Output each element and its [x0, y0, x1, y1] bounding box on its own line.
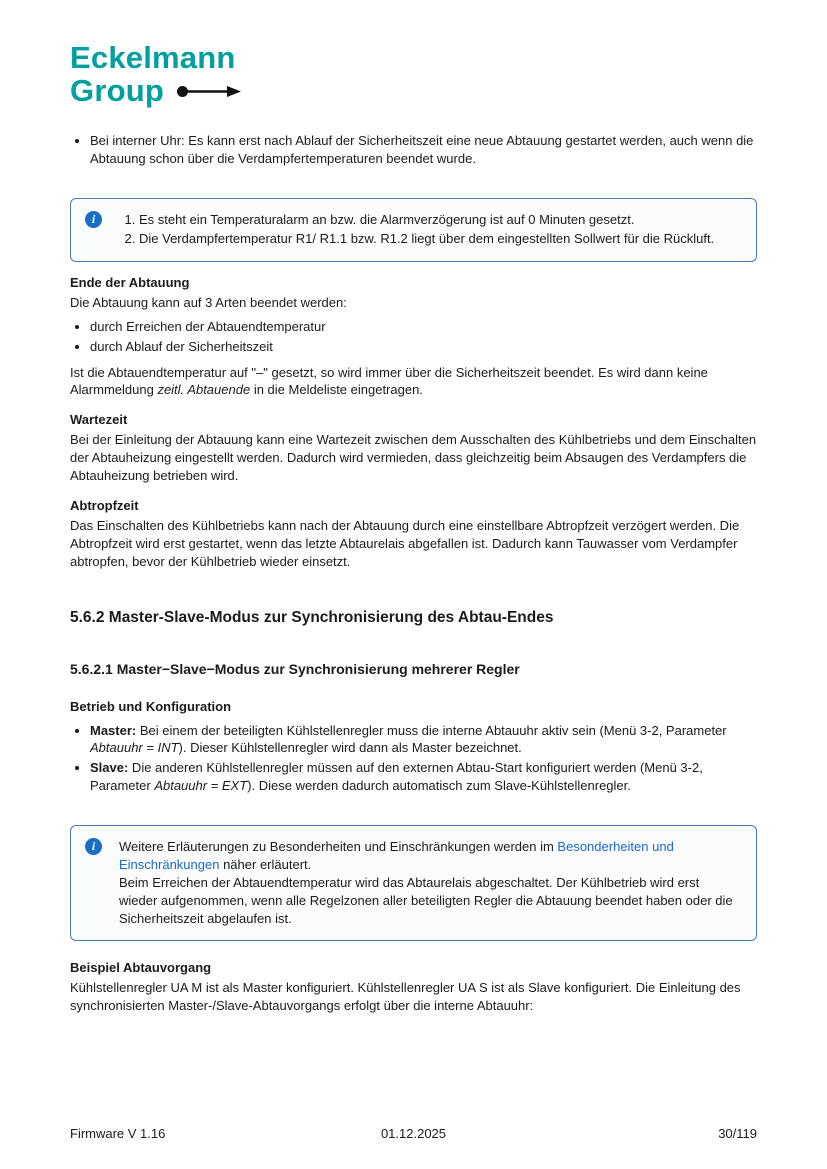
text-segment: ). Dieser Kühlstellenregler wird dann als Master bezeichnet.: [178, 740, 522, 756]
paragraph: Das Einschalten des Kühlbetriebs kann nach der Abtauung durch eine einstellbare Abtropfzeit verzögert werden. Die Abtropfzeit wird erst gestartet, wenn das letzte Abtaurelais abgefallen ist. Dadurch kann Tauwasser vom Verdampfer abtropfen, bevor der Kühlbetrieb wieder einsetzt.: [70, 518, 740, 569]
list-item: • durch Erreichen der Abtauendtemperatur: [90, 318, 757, 336]
logo: [70, 42, 757, 106]
info-box-besonderheiten: [70, 825, 757, 941]
text-segment-italic: Abtauuhr = INT: [90, 740, 179, 756]
text-segment-bold: Master:: [90, 722, 137, 738]
text-segment-italic: Abtauuhr = EXT: [154, 778, 248, 794]
text-segment: Ist die Abtauendtemperatur auf "–" gesetzt, so wird immer über die Sicherheitszeit beendet. Es wird dann keine Alarmmeldung: [70, 364, 708, 398]
heading-betrieb-und-konfiguration: Betrieb und Konfiguration: [70, 698, 232, 714]
paragraph: [119, 838, 738, 874]
paragraph: Bei der Einleitung der Abtauung kann eine Wartezeit zwischen dem Ausschalten des Kühlbetriebs und dem Einschalten der Abtauheizung eingestellt werden. Dadurch wird vermieden, dass gleichzeitig beim Absaugen des Verdampfers die Abtauheizung betrieben wird.: [70, 432, 757, 484]
text-segment: näher erläutert.: [219, 857, 312, 873]
footer-firmware-version: Firmware V 1.16: [70, 1126, 166, 1142]
list-item: [90, 722, 757, 758]
ende-bullet-list: [70, 318, 757, 356]
text-segment: Bei einem der beteiligten Kühlstellenregler muss die interne Abtauuhr aktiv sein (Menü 3-2, Parameter: [136, 722, 727, 738]
logo-text-eckelmann: Eckelmann: [70, 40, 236, 75]
info-ordered-list: [119, 211, 738, 248]
heading-5-6-2: 5.6.2 Master-Slave-Modus zur Synchronisierung des Abtau-Endes: [70, 608, 554, 626]
footer-page-number: 30/119: [718, 1126, 757, 1142]
text-segment-italic: zeitl. Abtauende: [157, 382, 251, 398]
paragraph: Beim Erreichen der Abtauendtemperatur wird das Abtaurelais abgeschaltet. Der Kühlbetrieb wird erst wieder aufgenommen, wenn alle Regelzonen aller beteiligten Regler die Abtauung beendet haben oder die Sicherheitszeit abgelaufen ist.: [119, 875, 733, 926]
paragraph: Kühlstellenregler UA M ist als Master konfiguriert. Kühlstellenregler UA S ist als Slave konfiguriert. Die Einleitung des synchronisierten Master-/Slave-Abtauvorgangs erfolgt über die interne Abtauuhr:: [70, 979, 741, 1013]
info-box-conditions: [70, 198, 757, 262]
list-item: • durch Ablauf der Sicherheitszeit: [90, 338, 757, 356]
list-item: [90, 759, 757, 795]
info-icon: i: [85, 838, 102, 855]
intro-bullet-list: [70, 132, 757, 168]
info-list-item: 2. Die Verdampfertemperatur R1/ R1.1 bzw. R1.2 liegt über dem eingestellten Sollwert für die Rückluft.: [139, 230, 738, 248]
heading-5-6-2-1: 5.6.2.1 Master−Slave−Modus zur Synchronisierung mehrerer Regler: [70, 661, 520, 678]
paragraph: [70, 364, 757, 400]
paragraph: Die Abtauung kann auf 3 Arten beendet werden:: [70, 294, 347, 310]
text-segment: in die Meldeliste eingetragen.: [250, 382, 423, 398]
info-list-item: 1. Es steht ein Temperaturalarm an bzw. die Alarmverzögerung ist auf 0 Minuten gesetzt.: [139, 211, 738, 229]
logo-text-group: Group: [70, 73, 164, 108]
heading-beispiel-abtauvorgang: Beispiel Abtauvorgang: [70, 959, 212, 975]
link-besonderheiten-und-einschraenkungen[interactable]: Besonderheiten und Einschränkungen: [119, 839, 674, 873]
text-segment: Die anderen Kühlstellenregler müssen auf den externen Abtau-Start konfiguriert werden (Menü 3-2, Parameter: [90, 760, 703, 794]
text-segment: Weitere Erläuterungen zu Besonderheiten und Einschränkungen werden im: [119, 839, 558, 855]
info-icon: i: [85, 211, 102, 228]
heading-ende-der-abtauung: Ende der Abtauung: [70, 274, 190, 290]
heading-wartezeit: Wartezeit: [70, 412, 128, 428]
page-footer: [70, 1125, 757, 1143]
betrieb-bullet-list: [70, 722, 757, 796]
text-segment: ). Diese werden dadurch automatisch zum Slave-Kühlstellenregler.: [247, 778, 631, 794]
logo-arrow-icon: [176, 84, 242, 104]
list-item: • Bei interner Uhr: Es kann erst nach Ablauf der Sicherheitszeit eine neue Abtauung gestartet werden, auch wenn die Abtauung schon über die Verdampfertemperaturen beendet wurde.: [90, 132, 757, 168]
footer-date: 01.12.2025: [380, 1126, 447, 1142]
text-segment-bold: Slave:: [90, 760, 129, 776]
heading-abtropfzeit: Abtropfzeit: [70, 498, 139, 514]
